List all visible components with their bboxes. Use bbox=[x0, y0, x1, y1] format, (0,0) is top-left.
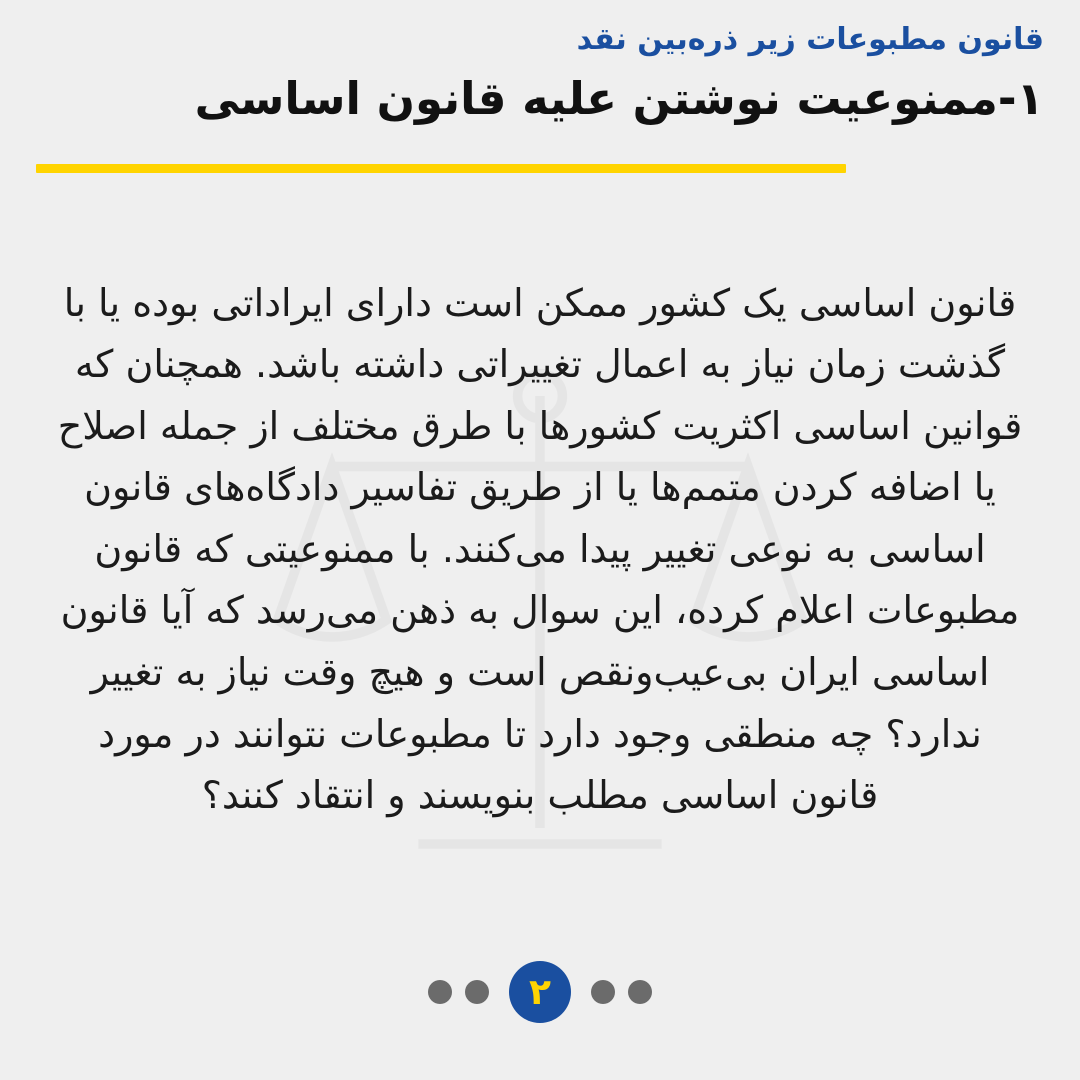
kicker-text: قانون مطبوعات زیر ذره‌بین نقد bbox=[576, 22, 1044, 57]
yellow-divider bbox=[36, 164, 846, 173]
page-title: ۱-ممنوعیت نوشتن علیه قانون اساسی bbox=[194, 72, 1044, 125]
pagination-dot[interactable] bbox=[465, 980, 489, 1004]
divider-wrap bbox=[0, 130, 1080, 173]
main-content bbox=[0, 173, 1080, 930]
pagination-dot[interactable] bbox=[628, 980, 652, 1004]
pagination-dot[interactable] bbox=[428, 980, 452, 1004]
header bbox=[0, 0, 1080, 130]
pagination-dot[interactable] bbox=[591, 980, 615, 1004]
body-paragraph: قانون اساسی یک کشور ممکن است دارای ایراداتی بوده یا با گذشت زمان نیاز به اعمال تغییراتی داشته باشد. همچنان که قوانین اساسی اکثریت کشورها با طرق مختلف از جمله اصلاح یا اضافه کردن متمم‌ها یا از طریق تفاسیر دادگاه‌های قانون اساسی به نوعی تغییر پیدا می‌کنند. با ممنوعیتی که قانون مطبوعات اعلام کرده، این سوال به ذهن می‌رسد که آیا قانون اساسی ایران بی‌عیب‌ونقص است و هیچ وقت نیاز به تغییر ندارد؟ چه منطقی وجود دارد تا مطبوعات نتوانند در مورد قانون اساسی مطلب بنویسند و انتقاد کنند؟ bbox=[57, 280, 1023, 818]
pagination bbox=[0, 930, 1080, 1080]
current-page-indicator: ۲ bbox=[509, 961, 571, 1023]
